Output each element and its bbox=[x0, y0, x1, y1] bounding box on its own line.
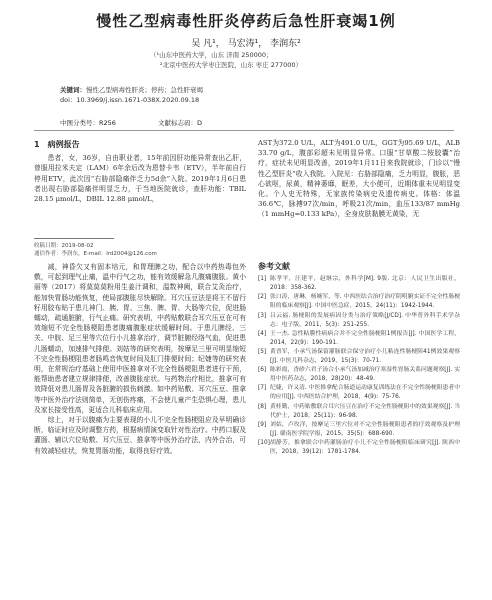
reference-item: [1] 陈孝平，汪建平，赵继宗，外科学[M]. 9版. 北京：人民卫生出版社，2018：358-362. bbox=[258, 276, 460, 292]
doi-line: doi：10.3969/j.issn.1671-038X.2020.09.18 bbox=[60, 95, 200, 104]
keywords-text: 慢性乙型病毒性肝炎；停药；急性肝衰竭 bbox=[86, 86, 203, 94]
author-line: 吴 凡¹， 马宏涛¹， 李润东² bbox=[191, 39, 301, 49]
reference-item: [2] 张口涛，唐琳，杨婉军，等. 中西医结合治疗治疗阴明腑实证不完全性肠梗阻的临床观察[J]. 中国中医急症，2015，24(11)：1942-1944. bbox=[258, 294, 460, 310]
paragraph: 减，神昏欠又有固本培元，和胃理脾之功，配合以中药热毒包外敷，可起到理气止痛，温中行气之功，能有效缓解急几腹痛腹胀。黄小丽等（2017）将莫莫莫粉用生姜汁调和，温数神阙，联合艾灸治疗，能加快胃肠功能恢复，使局部腹胀尽快解除。耳穴压豆法是将王不留行籽用胶布贴于患儿神门、胰、胃、三焦、脾、胃、大肠等穴位，促进肠蠕动，疏通脏腑，行气止痛。研究表明，中药贴敷联合耳穴压豆在可有效缩短不完全性肠梗阻患者腹痛腹胀症状缓解时间。于患儿脾经、三关、中脘、足三里等穴位行小儿推拿治疗，调节脏腑经络气血，促进患儿肠蠕动，加速排气排便。刘姑等的研究表明，按摩足三里可明显缩短不完全性肠梗阻患者肠鸣音恢复时间及肛门排便时间；纪婕等的研究表明，在常规治疗基础上使用中医推拿对不完全性肠梗阻患者进行干预，能帮助患者建立规律排便，改善腹胀症状。与药物治疗相比，推拿可有效降低对患儿肠胃及各脏腑的损伤刺激。如中药贴敷、耳穴压豆、推拿等中医外治疗法则简单，无创伤疼痛，不会使儿童产生恐惧心理，患儿及家长接受性高，更适合儿科临床应用。 bbox=[34, 263, 246, 414]
class-number: 中图分类号：R256 bbox=[60, 119, 116, 127]
references-heading: 参考文献 bbox=[258, 262, 290, 271]
corresponding-author: 通信作者：李润东，E-mail：lrd2004@126.com bbox=[34, 251, 157, 257]
header-divider bbox=[34, 130, 454, 131]
paragraph: 综上，对于以腹痛为主要表现的小儿不完全性肠梗阻应及早明确诊断，临证时应及时调整方药，根据病情演变取针对性治疗。中药口服及灌肠、辅以穴位贴敷、耳穴压豆、推拿等中医外治疗法，内外合治，可有效减轻症状，恢复胃肠功能，取得良好疗效。 bbox=[34, 416, 246, 455]
reference-item: [3] 吕云福. 肠梗阻的发展病因分类与治疗策略[J/CD]. 中华普外科手术学杂志：电子版，2011，5(3)：251-255. bbox=[258, 312, 460, 328]
paragraph: 患者，女，36岁，自由职业者，15年前因肝功能异常查出乙肝，曾服用拉米夫定（LAM）6年余后改为恩替卡韦（ETV），半年前自行停用ETV，此次因“右胁部隐痛伴乏力5d余”入院。2019年1月6日患者出现右胁部隐痛伴明显乏力，于当地医院就诊，查肝功能：TBIL 28.15 μmol/L，DBIL 12.88 μmol/L， bbox=[34, 154, 246, 204]
left-column-bottom bbox=[34, 262, 246, 456]
affiliation-2: ²北京中医药大学枣庄医院，山东 枣庄 277000） bbox=[160, 61, 303, 69]
reference-item: [9] 刘姑，卢玫洋，按摩足三里穴位对不完全性肠梗阻患者的疗效观察及护理[J]. 赣南医学院学报，2015，35(5)：688-690. bbox=[258, 421, 460, 437]
reference-item: [10] 胡静芳，推拿联合中药灌肠治疗小儿不完全性肠梗阻临床研究[J]. 陕西中医，2018，39(12)：1781-1784. bbox=[258, 439, 460, 455]
footnote-rule bbox=[34, 238, 114, 239]
keywords-block bbox=[60, 86, 440, 105]
article-title: 慢性乙型病毒性肝炎停药后急性肝衰竭1例 bbox=[96, 12, 396, 30]
reference-item: [8] 黄桂勤，中药贴敷联合耳穴压豆在治疗不完全性肠梗阻中的效果观察[J]. 当代护士，2018，25(11)：96-98. bbox=[258, 403, 460, 419]
references-section bbox=[258, 262, 460, 457]
reference-item: [6] 陈彩霞，香砂六君子汤合小承气汤加减治疗寒湿性胃肠关系问题观察[J]. 实用中医药杂志，2018，28(20)：48-49. bbox=[258, 367, 460, 383]
classification-row bbox=[60, 118, 440, 127]
left-column-top bbox=[34, 138, 246, 204]
reference-item: [5] 黄晋军，小承气汤保留灌肠联合保守治疗小儿粘连性肠梗阻41例效果观察[J]. 中医儿科杂志，2019，15(3)：70-71. bbox=[258, 348, 460, 365]
paragraph: AST为372.0 U/L，ALT为491.0 U/L，GGT为95.69 U/L，ALB 33.70 g/L，腹部彩超未见明显异常。口服“甘草酸二铵胶囊”治疗，症状未见明显改善，2019年1月11日来我院就诊，门诊以“慢性乙型肝炎”收入我院。入院见：右胁部隐痛，乏力明显，腹胀，恶心欲呕，尿黄，精神萎靡，眠差，大小便可，近期体重未见明显变化。个人史无特殊，无家族传染病史及遗传病史。体格：体温36.6℃，脉搏97次/min，呼吸21次/min，血压133/87 mmHg（1 mmHg=0.133 kPa），全身皮肤黏膜无黄染，无 bbox=[258, 139, 460, 219]
document-code: 文献标志码：D bbox=[158, 119, 203, 127]
right-column-top bbox=[258, 138, 460, 220]
keywords-label: 关键词： bbox=[60, 86, 86, 94]
affiliation-1: （¹山东中医药大学，山东 济南 250000； bbox=[150, 51, 273, 59]
section-heading: 1 病例报告 bbox=[34, 140, 80, 149]
received-date: 收稿日期：2019-08-02 bbox=[34, 243, 94, 249]
reference-item: [4] 王一杰. 急性粘膜性病病合并不完全性肠梗阻1例报告[J]. 中国医学工程，2014，22(9)：190-191. bbox=[258, 330, 460, 346]
reference-item: [7] 纪婕，许又清. 中医推拿配合肠道运动康复训练法在不完全性肠梗阻患者中的应用[J]. 中西医结合护理，2018，4(9)：75-76. bbox=[258, 385, 460, 401]
